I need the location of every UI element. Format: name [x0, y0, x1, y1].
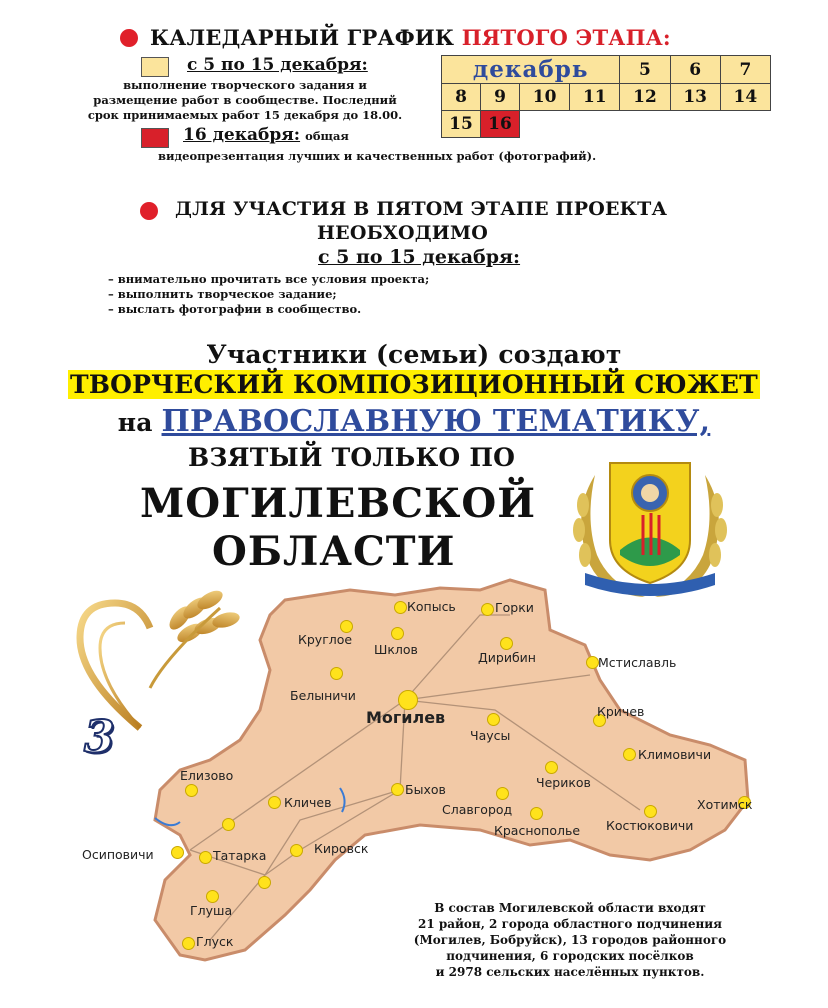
calendar-empty [520, 111, 771, 138]
calendar-day: 15 [442, 111, 481, 138]
december-calendar [441, 55, 771, 138]
region-info [390, 900, 750, 980]
period1-desc [50, 78, 440, 123]
period1-label: с 5 по 15 декабря: [187, 55, 368, 75]
city-label: Краснополье [494, 823, 581, 838]
calendar-day: 10 [520, 84, 570, 111]
city-label: Глуск [196, 934, 234, 949]
info-line: (Могилев, Бобруйск), 13 городов районного [413, 933, 727, 947]
city-label: Кличев [284, 795, 332, 810]
calendar-day: 5 [620, 56, 670, 84]
calendar-day: 11 [570, 84, 620, 111]
city-label: Хотимск [697, 797, 753, 812]
city-dot [171, 846, 184, 859]
theme-line-5: МОГИЛЕВСКОЙ [140, 480, 537, 527]
schedule-title-prefix: КАЛЕДАРНЫЙ ГРАФИК [150, 25, 455, 50]
period2-label: 16 декабря: [183, 125, 301, 145]
legend-yellow-square [141, 57, 169, 77]
period2-label-row [183, 125, 349, 145]
info-line: подчинения, 6 городских посёлков [446, 949, 694, 963]
city-dot [199, 851, 212, 864]
city-label: Осиповичи [82, 847, 154, 862]
city-dot [500, 637, 513, 650]
theme-line-3 [0, 404, 828, 439]
list-item: – внимательно прочитать все условия проекта; [108, 272, 430, 286]
participation-title-2: НЕОБХОДИМО [317, 222, 488, 244]
city-label: Татарка [213, 848, 267, 863]
calendar-day: 8 [442, 84, 481, 111]
city-label: Климовичи [638, 747, 712, 762]
calendar-day: 9 [481, 84, 520, 111]
info-line: и 2978 сельских населённых пунктов. [435, 965, 705, 979]
participation-period: с 5 по 15 декабря: [318, 246, 521, 268]
city-label: Славгород [442, 802, 513, 817]
legend-red-square [141, 128, 169, 148]
theme-line-1: Участники (семьи) создают [206, 340, 622, 369]
city-label: Копысь [407, 599, 456, 614]
period1-desc-line: размещение работ в сообществе. Последний [93, 93, 397, 107]
city-dot [222, 818, 235, 831]
city-dot [530, 807, 543, 820]
theme-line-3-prefix: на [117, 408, 153, 437]
bullet-icon [140, 202, 158, 220]
city-dot [545, 761, 558, 774]
city-label: Костюковичи [606, 818, 694, 833]
period2-desc: видеопрезентация лучших и качественных работ (фотографий). [158, 149, 597, 163]
calendar-day: 12 [620, 84, 670, 111]
city-dot-capital [398, 690, 418, 710]
city-dot [290, 844, 303, 857]
city-dot [644, 805, 657, 818]
city-dot [623, 748, 636, 761]
city-dot [268, 796, 281, 809]
info-line: 21 район, 2 города областного подчинения [417, 917, 723, 931]
calendar-day: 7 [720, 56, 770, 84]
calendar-day: 14 [720, 84, 770, 111]
city-dot [487, 713, 500, 726]
city-label: Мстиславль [598, 655, 677, 670]
calendar-day-highlight: 16 [481, 111, 520, 138]
list-item: – выслать фотографии в сообщество. [108, 302, 362, 316]
theme-line-2 [0, 370, 828, 399]
city-dot [481, 603, 494, 616]
stage-number-badge: 3 [84, 712, 115, 763]
city-dot [394, 601, 407, 614]
theme-line-3-highlight: ПРАВОСЛАВНУЮ ТЕМАТИКУ, [161, 404, 711, 439]
participation-title-1: ДЛЯ УЧАСТИЯ В ПЯТОМ ЭТАПЕ ПРОЕКТА [175, 198, 668, 220]
theme-line-4: ВЗЯТЫЙ ТОЛЬКО ПО [188, 443, 516, 472]
period1-desc-line: срок принимаемых работ 15 декабря до 18.00. [87, 108, 403, 122]
city-label: Кричев [597, 704, 645, 719]
city-dot [182, 937, 195, 950]
list-item: – выполнить творческое задание; [108, 287, 337, 301]
period2-tail: общая [305, 129, 349, 143]
theme-line-2-text: ТВОРЧЕСКИЙ КОМПОЗИЦИОННЫЙ СЮЖЕТ [70, 370, 758, 399]
calendar-day: 6 [670, 56, 720, 84]
city-dot [258, 876, 271, 889]
calendar-day: 13 [670, 84, 720, 111]
city-dot [391, 627, 404, 640]
schedule-title-highlight: ПЯТОГО ЭТАПА: [461, 25, 671, 50]
city-label: Кировск [314, 841, 369, 856]
bullet-icon [120, 29, 138, 47]
city-label: Елизово [180, 768, 234, 783]
info-line: В состав Могилевской области входят [434, 901, 706, 915]
city-label: Горки [495, 600, 534, 615]
city-label: Шклов [374, 642, 418, 657]
city-label: Быхов [405, 782, 446, 797]
schedule-title [150, 25, 671, 50]
city-dot [391, 783, 404, 796]
city-dot [206, 890, 219, 903]
city-dot [330, 667, 343, 680]
city-label: Белыничи [290, 688, 356, 703]
city-dot [185, 784, 198, 797]
theme-line-6: ОБЛАСТИ [212, 528, 456, 575]
period1-desc-line: выполнение творческого задания и [123, 78, 367, 92]
city-label: Чаусы [470, 728, 511, 743]
city-label: Чериков [536, 775, 591, 790]
city-label: Дирибин [478, 650, 536, 665]
city-dot [496, 787, 509, 800]
city-label: Глуша [190, 903, 233, 918]
city-label: Круглое [298, 632, 353, 647]
calendar-month: декабрь [442, 56, 620, 84]
participation-list [108, 272, 429, 317]
city-label-capital: Могилев [366, 708, 446, 727]
